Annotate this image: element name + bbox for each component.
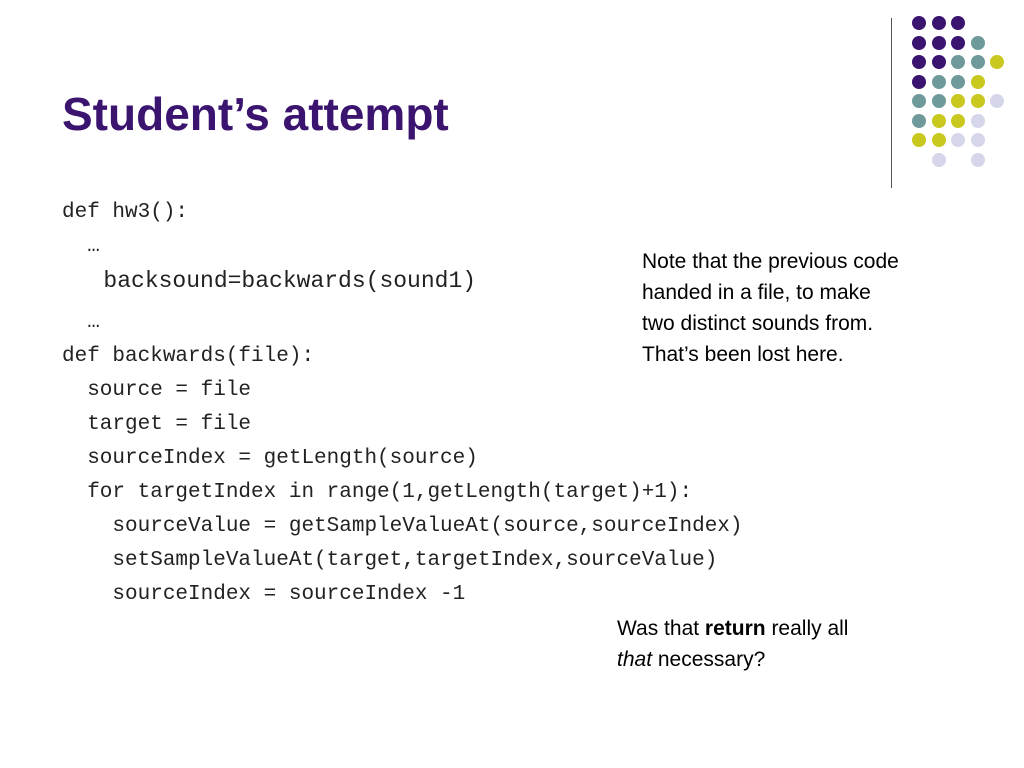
code-line: setSampleValueAt(target,targetIndex,sourceValue) (62, 549, 718, 572)
decorative-dot (932, 16, 946, 30)
decorative-dot (990, 55, 1004, 69)
code-line: target = file (62, 413, 252, 436)
decorative-dot (912, 75, 926, 89)
decorative-dot (971, 36, 985, 50)
code-line: … (62, 235, 100, 258)
decorative-dot (951, 114, 965, 128)
note-text: necessary? (652, 648, 766, 671)
decorative-dot (951, 75, 965, 89)
decorative-dot (932, 75, 946, 89)
decorative-dot (912, 16, 926, 30)
decorative-dot (971, 55, 985, 69)
decorative-dot (971, 133, 985, 147)
decorative-dot (951, 55, 965, 69)
decorative-dot (990, 94, 1004, 108)
decorative-dot (932, 36, 946, 50)
code-line: for targetIndex in range(1,getLength(target)+1): (62, 481, 693, 504)
code-line: sourceValue = getSampleValueAt(source,sourceIndex) (62, 515, 743, 538)
decorative-dot (971, 75, 985, 89)
decorative-dot (932, 94, 946, 108)
note-keyword-bold: return (704, 617, 766, 640)
code-line: source = file (62, 379, 252, 402)
note-text: really all (765, 617, 849, 640)
decorative-dot (951, 94, 965, 108)
decorative-dot (912, 94, 926, 108)
decorative-dot (912, 133, 926, 147)
code-line: sourceIndex = getLength(source) (62, 447, 478, 470)
decorative-dot (932, 55, 946, 69)
decorative-dot (971, 114, 985, 128)
vertical-divider (891, 18, 892, 188)
decorative-dot (951, 16, 965, 30)
code-line: … (62, 311, 100, 334)
decorative-dot (932, 133, 946, 147)
note-text: Was that (617, 617, 705, 640)
note-emphasis-italic: that (617, 648, 653, 671)
annotation-note-lost-file: Note that the previous code handed in a file, to make two distinct sounds from. That’s been lost here. (642, 250, 899, 366)
decorative-dot (912, 36, 926, 50)
code-line: backsound=backwards(sound1) (62, 268, 477, 294)
decorative-dot (951, 133, 965, 147)
decorative-dot (932, 114, 946, 128)
decorative-dot (912, 55, 926, 69)
decorative-dot (951, 36, 965, 50)
decorative-dot (971, 153, 985, 167)
code-line: def backwards(file): (62, 345, 315, 368)
decorative-dot (932, 153, 946, 167)
slide-title: Student’s attempt (62, 88, 449, 140)
decorative-dot (971, 94, 985, 108)
annotation-note-return (617, 613, 917, 675)
decorative-dot (912, 114, 926, 128)
code-line: def hw3(): (62, 201, 189, 224)
code-line: sourceIndex = sourceIndex -1 (62, 583, 466, 606)
